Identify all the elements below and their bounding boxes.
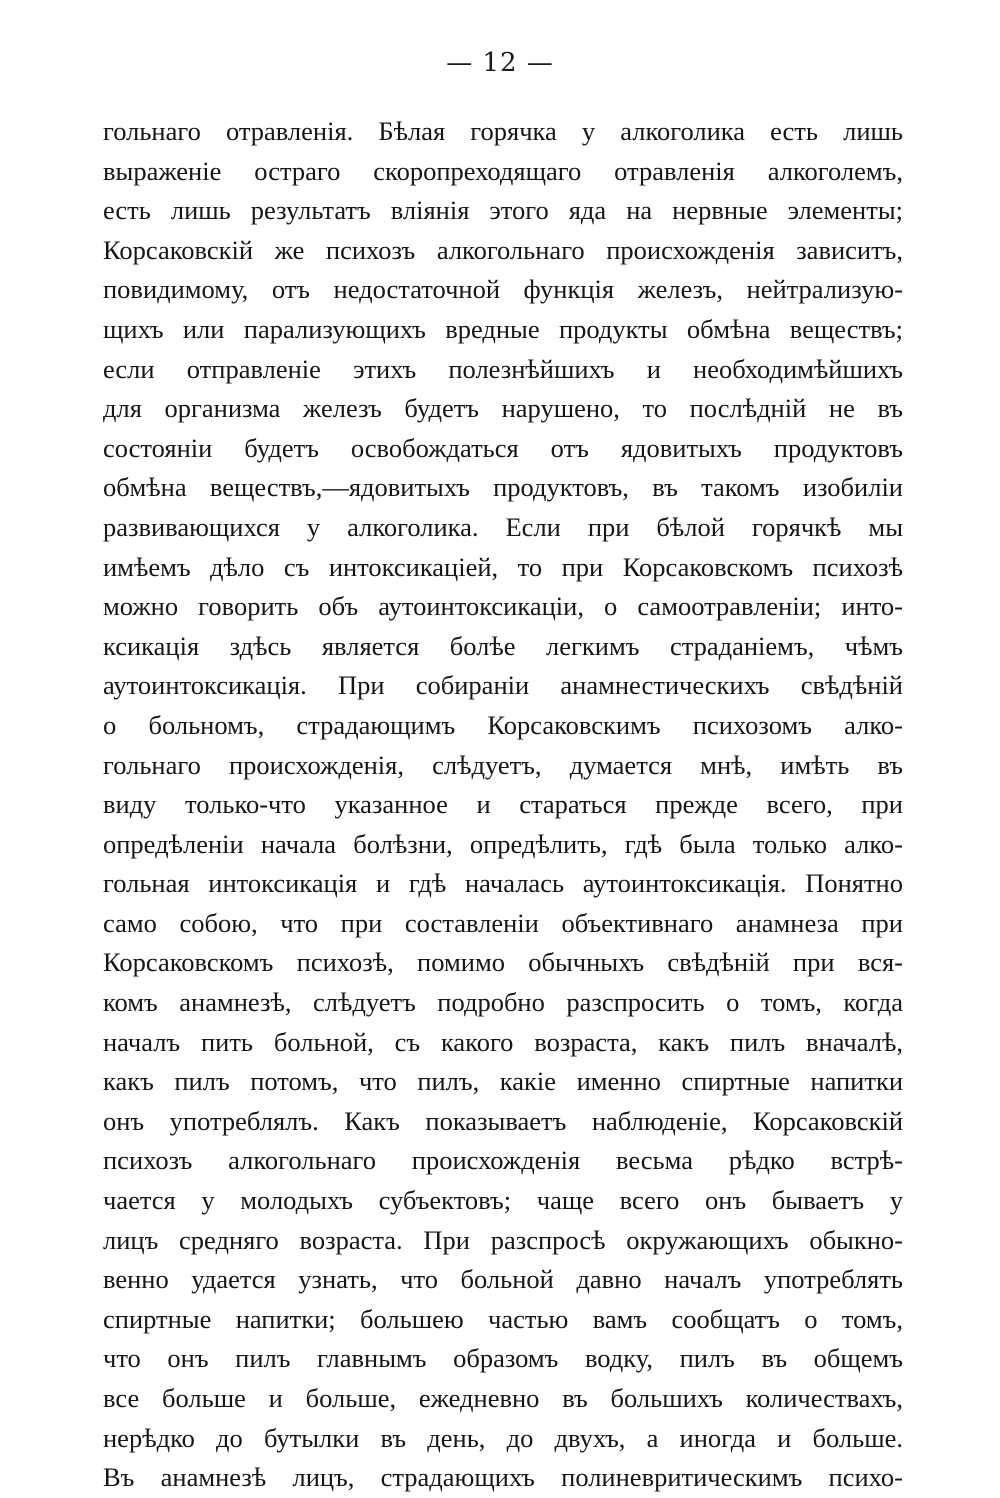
text-line: выраженіе остраго скоропреходящаго отравленія алкоголемъ, bbox=[103, 155, 903, 186]
text-line: повидимому, отъ недостаточной функція железъ, нейтрализую- bbox=[103, 274, 903, 305]
text-line: психозъ алкогольнаго происхожденія весьма рѣдко встрѣ- bbox=[103, 1145, 903, 1176]
text-line: можно говорить объ аутоинтоксикаціи, о самоотравленіи; инто- bbox=[103, 591, 903, 622]
text-line: гольнаго происхожденія, слѣдуетъ, думается мнѣ, имѣть въ bbox=[103, 749, 903, 780]
text-line: все больше и больше, ежедневно въ большихъ количествахъ, bbox=[103, 1383, 903, 1413]
text-line: что онъ пилъ главнымъ образомъ водку, пилъ въ общемъ bbox=[103, 1343, 903, 1374]
text-line: онъ употреблялъ. Какъ показываетъ наблюденіе, Корсаковскій bbox=[103, 1105, 903, 1136]
text-line: Корсаковскій же психозъ алкогольнаго происхожденія зависитъ, bbox=[103, 234, 903, 265]
text-line: нерѣдко до бутылки въ день, до двухъ, а иногда и больше. bbox=[103, 1422, 903, 1453]
text-line: Въ анамнезѣ лицъ, страдающихъ полиневритическимъ психо- bbox=[103, 1462, 903, 1493]
text-line: обмѣна веществъ,—ядовитыхъ продуктовъ, въ такомъ изобиліи bbox=[103, 472, 903, 503]
text-line: началъ пить больной, съ какого возраста, какъ пилъ вначалѣ, bbox=[103, 1026, 903, 1057]
text-line: комъ анамнезѣ, слѣдуетъ подробно разспросить о томъ, когда bbox=[103, 987, 903, 1018]
text-line: опредѣленіи начала болѣзни, опредѣлить, гдѣ была только алко- bbox=[103, 828, 903, 859]
text-line: если отправленіе этихъ полезнѣйшихъ и необходимѣйшихъ bbox=[103, 353, 903, 384]
text-line: есть лишь результатъ вліянія этого яда на нервные элементы; bbox=[103, 195, 903, 226]
text-line: Корсаковскомъ психозѣ, помимо обычныхъ свѣдѣній при вся- bbox=[103, 947, 903, 978]
text-line: само собою, что при составленіи объективнаго анамнеза при bbox=[103, 907, 903, 938]
text-line: имѣемъ дѣло съ интоксикаціей, то при Корсаковскомъ психозѣ bbox=[103, 551, 903, 582]
text-line: ксикація здѣсь является болѣе легкимъ страданіемъ, чѣмъ bbox=[103, 630, 903, 661]
text-line: чается у молодыхъ субъектовъ; чаще всего онъ бываетъ у bbox=[103, 1185, 903, 1216]
text-line: гольная интоксикація и гдѣ началась аутоинтоксикація. Понятно bbox=[103, 868, 903, 899]
text-line: о больномъ, страдающимъ Корсаковскимъ психозомъ алко- bbox=[103, 709, 903, 740]
text-line: венно удается узнать, что больной давно началъ употреблять bbox=[103, 1264, 903, 1295]
text-line: щихъ или парализующихъ вредные продукты обмѣна веществъ; bbox=[103, 313, 903, 344]
page-number: — 12 — bbox=[446, 48, 554, 78]
text-line: развивающихся у алкоголика. Если при бѣлой горячкѣ мы bbox=[103, 511, 903, 542]
text-line: лицъ средняго возраста. При разспросѣ окружающихъ обыкно- bbox=[103, 1224, 903, 1255]
text-line: виду только-что указанное и стараться прежде всего, при bbox=[103, 789, 903, 820]
body-text bbox=[103, 112, 903, 1498]
text-line: для организма железъ будетъ нарушено, то послѣдній не въ bbox=[103, 393, 903, 424]
text-line: гольнаго отравленія. Бѣлая горячка у алкоголика есть лишь bbox=[103, 116, 903, 146]
text-line: спиртные напитки; большею частью вамъ сообщатъ о томъ, bbox=[103, 1303, 903, 1334]
text-line: какъ пилъ потомъ, что пилъ, какіе именно спиртные напитки bbox=[103, 1066, 903, 1097]
text-line: аутоинтоксикація. При собираніи анамнестическихъ свѣдѣній bbox=[103, 670, 903, 701]
text-line: состояніи будетъ освобождаться отъ ядовитыхъ продуктовъ bbox=[103, 432, 903, 463]
